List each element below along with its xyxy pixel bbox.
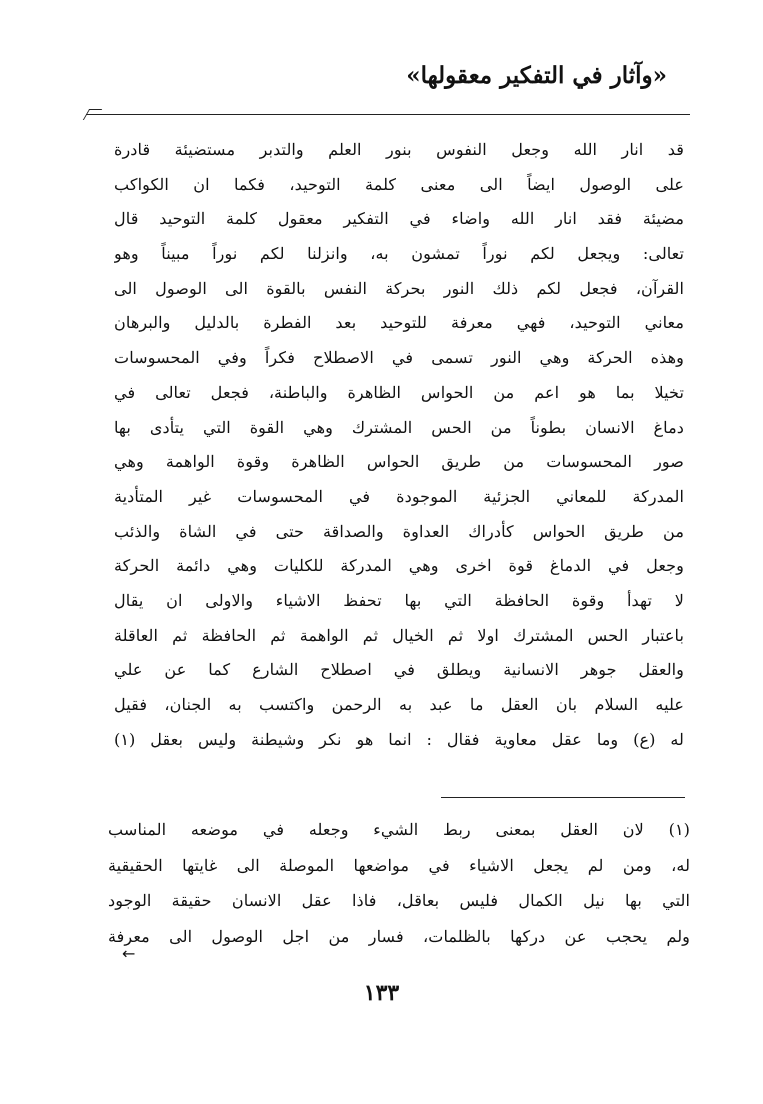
text-line: تخيلا بما هو اعم من الحواس الظاهرة والباطنة، فجعل تعالى في	[114, 382, 684, 402]
text-line: دماغ الانسان بطوناً من الحس المشترك وهي القوة التي يتأدى بها	[114, 417, 684, 437]
continue-arrow-icon: ←	[122, 944, 136, 963]
text-line: على الوصول ايضاً الى معنى كلمة التوحيد، فكما ان الكواكب	[114, 174, 684, 194]
text-line: من طريق الحواس كأدراك العداوة والصداقة حتى في الشاة والذئب	[114, 521, 684, 541]
text-line: المدركة للمعاني الجزئية الموجودة في المحسوسات غير المتأدية	[114, 486, 684, 506]
text-line: لا تهدأ وقوة الحافظة التي بها تحفظ الاشياء والاولى ان يقال	[114, 590, 684, 610]
footnote-line: (١) لان العقل بمعنى ربط الشيء وجعله في موضعه المناسب	[108, 820, 690, 839]
text-line: قد انار الله وجعل النفوس بنور العلم والتدبر مستضيئة قادرة	[114, 140, 684, 159]
page-number: ١٣٣	[363, 980, 400, 1006]
footnote-line: التي بها نيل الكمال فليس بعاقل، فاذا عقل الانسان حقيقة الوجود	[108, 891, 690, 910]
footnote-separator	[441, 797, 685, 798]
text-line: معاني التوحيد، فهي معرفة للتوحيد بعد الفطرة بالدليل والبرهان	[114, 313, 684, 333]
main-text	[114, 133, 684, 757]
text-line: تعالى: ويجعل لكم نوراً تمشون به، وانزلنا لكم نوراً مبيناً وهو	[114, 244, 684, 264]
text-line: وهذه الحركة وهي النور تسمى في الاصطلاح فكراً وفي المحسوسات	[114, 348, 684, 368]
text-line: والعقل جوهر الانسانية ويطلق في اصطلاح الشارع كما عن علي	[114, 660, 684, 680]
text-line: له (ع) وما عقل معاوية فقال : انما هو نكر وشيطنة وليس بعقل (١)	[114, 729, 684, 749]
text-line: صور المحسوسات من طريق الحواس الظاهرة وقوة الواهمة وهي	[114, 452, 684, 472]
footnote	[108, 812, 690, 954]
running-header-title: «وآثار في التفكير معقولها»	[406, 62, 667, 89]
text-line: عليه السلام بان العقل ما عبد به الرحمن واكتسب به الجنان، فقيل	[114, 695, 684, 714]
header-rule	[86, 114, 690, 115]
text-line: القرآن، فجعل لكم ذلك النور بحركة النفس بالقوة الى الوصول الى	[114, 278, 684, 298]
text-line: وجعل في الدماغ قوة اخرى وهي المدركة للكليات وهي دائمة الحركة	[114, 556, 684, 576]
footnote-line: ولم يحجب عن دركها بالظلمات، فسار من اجل الوصول الى معرفة	[108, 926, 690, 946]
text-line: مضيئة فقد انار الله واضاء في التفكير معقول كلمة التوحيد قال	[114, 209, 684, 229]
text-line: باعتبار الحس المشترك اولا ثم الخيال ثم الواهمة ثم الحافظة ثم العاقلة	[114, 625, 684, 645]
footnote-line: له، ومن لم يجعل الاشياء في مواضعها الموصلة الى غايتها الحقيقية	[108, 855, 690, 875]
